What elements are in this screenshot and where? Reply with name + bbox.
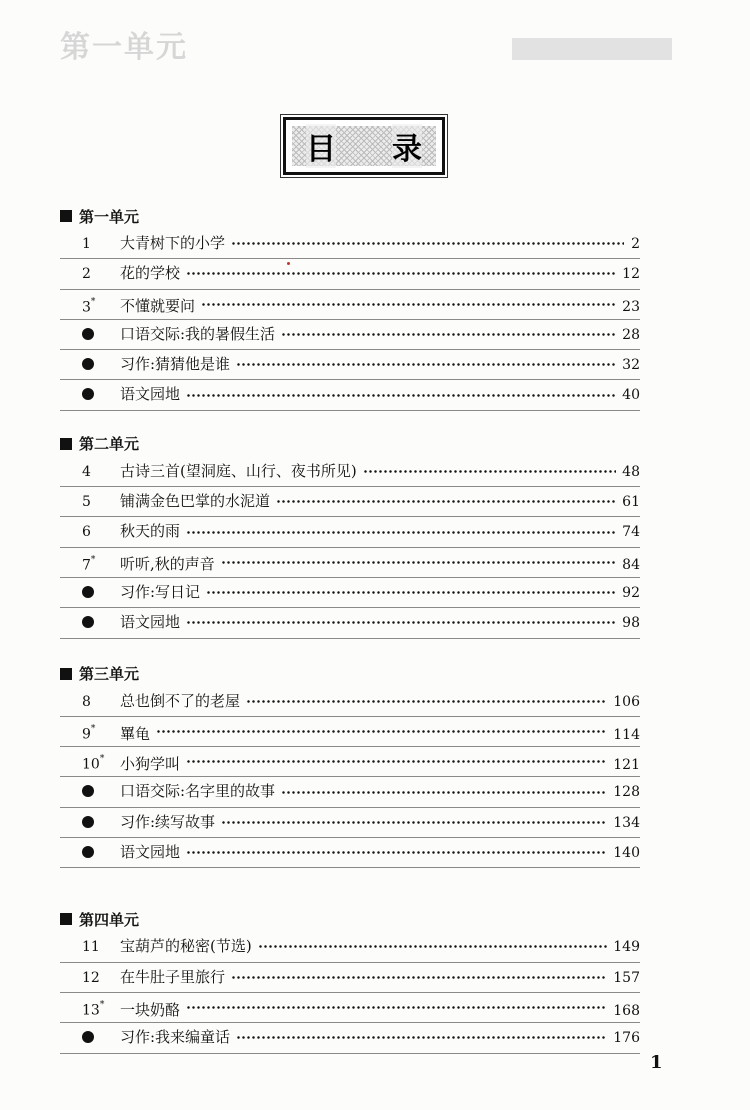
unit-heading	[60, 906, 640, 932]
unit-heading-text: 第三单元	[79, 665, 140, 684]
unit-spacer	[60, 868, 640, 906]
toc-entry[interactable]	[60, 229, 640, 259]
page-number: 1	[650, 1052, 663, 1073]
entry-number-text: 5	[82, 494, 91, 511]
entry-page: 40	[622, 387, 640, 404]
dot-leader	[186, 851, 607, 854]
toc-title	[292, 126, 436, 166]
entry-title: 习作:猜猜他是谁	[120, 355, 231, 374]
toc-entry[interactable]	[60, 717, 640, 747]
entry-title: 总也倒不了的老屋	[120, 691, 241, 710]
dot-leader	[231, 242, 624, 245]
unit-heading	[60, 661, 640, 687]
circle-bullet-icon	[82, 816, 94, 828]
toc-entry[interactable]	[60, 932, 640, 962]
toc-entry[interactable]	[60, 1023, 640, 1053]
entry-number	[60, 747, 120, 780]
entry-number-text: 10	[82, 756, 100, 773]
dot-leader	[281, 791, 607, 794]
entry-page: 149	[613, 939, 640, 956]
entry-number-text: 11	[82, 939, 100, 956]
dot-leader	[201, 303, 616, 306]
dot-leader	[186, 272, 616, 275]
entry-page: 114	[613, 726, 640, 743]
circle-bullet-icon	[82, 616, 94, 628]
square-bullet-icon	[60, 668, 72, 680]
entry-number	[60, 778, 120, 807]
entry-title: 习作:写日记	[120, 582, 201, 601]
entry-number-text: 12	[82, 969, 100, 986]
dot-leader	[186, 1006, 607, 1009]
unit-heading-text: 第二单元	[79, 435, 140, 454]
toc-entry[interactable]	[60, 838, 640, 868]
entry-title: 大青树下的小学	[120, 234, 226, 252]
entry-page: 140	[613, 845, 640, 862]
toc-title-left: 目	[306, 124, 336, 168]
entry-page: 121	[613, 756, 640, 773]
entry-title: 宝葫芦的秘密(节选)	[120, 937, 252, 956]
entry-number	[60, 518, 120, 547]
ghost-header: 第一单元	[60, 30, 188, 65]
dot-leader	[186, 531, 616, 534]
dot-leader	[156, 730, 607, 733]
toc-entry[interactable]	[60, 687, 640, 717]
square-bullet-icon	[60, 438, 72, 450]
entry-title: 语文园地	[120, 385, 181, 404]
toc-entry[interactable]	[60, 259, 640, 289]
dot-leader	[231, 976, 607, 979]
dot-leader	[186, 760, 607, 763]
circle-bullet-icon	[82, 586, 94, 598]
entry-number	[60, 839, 120, 868]
toc-title-right: 录	[392, 124, 422, 168]
entry-title: 口语交际:名字里的故事	[120, 782, 276, 801]
circle-bullet-icon	[82, 785, 94, 797]
entry-number	[60, 993, 120, 1026]
optional-star: *	[99, 999, 105, 1010]
circle-bullet-icon	[82, 1031, 94, 1043]
optional-star: *	[90, 554, 96, 565]
toc-entry[interactable]	[60, 963, 640, 993]
entry-page: 23	[622, 299, 640, 316]
entry-page: 48	[622, 463, 640, 480]
entry-number-text: 7	[82, 557, 91, 574]
unit-heading-text: 第四单元	[79, 910, 140, 929]
optional-star: *	[90, 296, 96, 307]
entry-number-text: 2	[82, 266, 91, 283]
entry-number-text: 8	[82, 693, 91, 710]
entry-number	[60, 1024, 120, 1053]
entry-title: 语文园地	[120, 613, 181, 632]
toc-entry[interactable]	[60, 578, 640, 608]
entry-title: 秋天的雨	[120, 522, 181, 541]
entry-number-text: 3	[82, 299, 91, 316]
dot-leader	[246, 700, 607, 703]
entry-title: 习作:续写故事	[120, 812, 216, 831]
toc-entry[interactable]	[60, 777, 640, 807]
entry-title: 在牛肚子里旅行	[120, 967, 226, 986]
entry-title: 小狗学叫	[120, 754, 181, 773]
entry-number	[60, 260, 120, 289]
entry-title: 不懂就要问	[120, 297, 196, 316]
square-bullet-icon	[60, 210, 72, 222]
entry-number	[60, 488, 120, 517]
entry-page: 74	[622, 524, 640, 541]
entry-title: 罼龟	[120, 724, 151, 743]
dot-leader	[206, 591, 616, 594]
entry-page: 98	[622, 615, 640, 632]
toc-entry[interactable]	[60, 548, 640, 578]
toc-entry[interactable]	[60, 993, 640, 1023]
dot-leader	[186, 394, 616, 397]
unit-section	[60, 661, 640, 869]
entry-page: 61	[622, 494, 640, 511]
entry-page: 128	[613, 784, 640, 801]
entry-number	[60, 809, 120, 838]
entry-page: 92	[622, 584, 640, 601]
entry-page: 12	[622, 266, 640, 283]
entry-number	[60, 579, 120, 608]
entry-page: 176	[613, 1030, 640, 1047]
toc-entry[interactable]	[60, 487, 640, 517]
entry-title: 铺满金色巴掌的水泥道	[120, 492, 271, 511]
entry-number	[60, 381, 120, 410]
toc-entry[interactable]	[60, 380, 640, 410]
entry-number	[60, 458, 120, 487]
entry-number	[60, 964, 120, 993]
toc-title-box	[283, 117, 445, 175]
circle-bullet-icon	[82, 328, 94, 340]
dot-leader	[281, 333, 616, 336]
entry-number-text: 4	[82, 463, 91, 480]
unit-section	[60, 203, 640, 411]
square-bullet-icon	[60, 913, 72, 925]
entry-title: 语文园地	[120, 843, 181, 862]
dot-leader	[363, 470, 616, 473]
entry-number-text: 1	[82, 236, 91, 252]
entry-title: 听听,秋的声音	[120, 555, 215, 574]
entry-page: 2	[631, 236, 640, 252]
entry-number	[60, 609, 120, 638]
unit-heading-text: 第一单元	[79, 207, 140, 226]
dot-leader	[186, 621, 616, 624]
entry-title: 花的学校	[120, 264, 181, 283]
dot-leader	[276, 500, 616, 503]
entry-number	[60, 548, 120, 581]
optional-star: *	[99, 754, 105, 765]
optional-star: *	[90, 723, 96, 734]
entry-number-text: 13	[82, 1002, 100, 1019]
toc-entry[interactable]	[60, 290, 640, 320]
unit-section	[60, 906, 640, 1053]
dot-leader	[236, 363, 616, 366]
toc-entry[interactable]	[60, 747, 640, 777]
toc-entry[interactable]	[60, 808, 640, 838]
dot-leader	[221, 821, 607, 824]
circle-bullet-icon	[82, 358, 94, 370]
toc-entry[interactable]	[60, 350, 640, 380]
entry-title: 古诗三首(望洞庭、山行、夜书所见)	[120, 461, 357, 480]
entry-page: 84	[622, 557, 640, 574]
unit-section	[60, 431, 640, 639]
entry-number	[60, 717, 120, 750]
toc-entry[interactable]	[60, 457, 640, 487]
circle-bullet-icon	[82, 846, 94, 858]
entry-number	[60, 688, 120, 717]
entry-title: 口语交际:我的暑假生活	[120, 324, 276, 343]
dot-leader	[258, 945, 608, 948]
entry-page: 168	[613, 1002, 640, 1019]
entry-page: 106	[613, 693, 640, 710]
table-of-contents	[60, 203, 640, 1054]
toc-entry[interactable]	[60, 320, 640, 350]
entry-number	[60, 230, 120, 259]
entry-number	[60, 933, 120, 962]
ghost-bar	[512, 38, 672, 60]
entry-title: 一块奶酪	[120, 1000, 181, 1019]
dot-leader	[236, 1036, 607, 1039]
entry-number	[60, 351, 120, 380]
entry-page: 157	[613, 969, 640, 986]
circle-bullet-icon	[82, 388, 94, 400]
entry-number	[60, 290, 120, 323]
unit-heading	[60, 431, 640, 457]
entry-page: 134	[613, 814, 640, 831]
entry-number	[60, 321, 120, 350]
unit-heading	[60, 203, 640, 229]
unit-spacer	[60, 639, 640, 661]
dot-leader	[221, 561, 616, 564]
entry-title: 习作:我来编童话	[120, 1028, 231, 1047]
unit-spacer	[60, 411, 640, 431]
toc-entry[interactable]	[60, 608, 640, 638]
toc-entry[interactable]	[60, 517, 640, 547]
entry-page: 32	[622, 357, 640, 374]
entry-page: 28	[622, 326, 640, 343]
entry-number-text: 6	[82, 524, 91, 541]
entry-number-text: 9	[82, 726, 91, 743]
